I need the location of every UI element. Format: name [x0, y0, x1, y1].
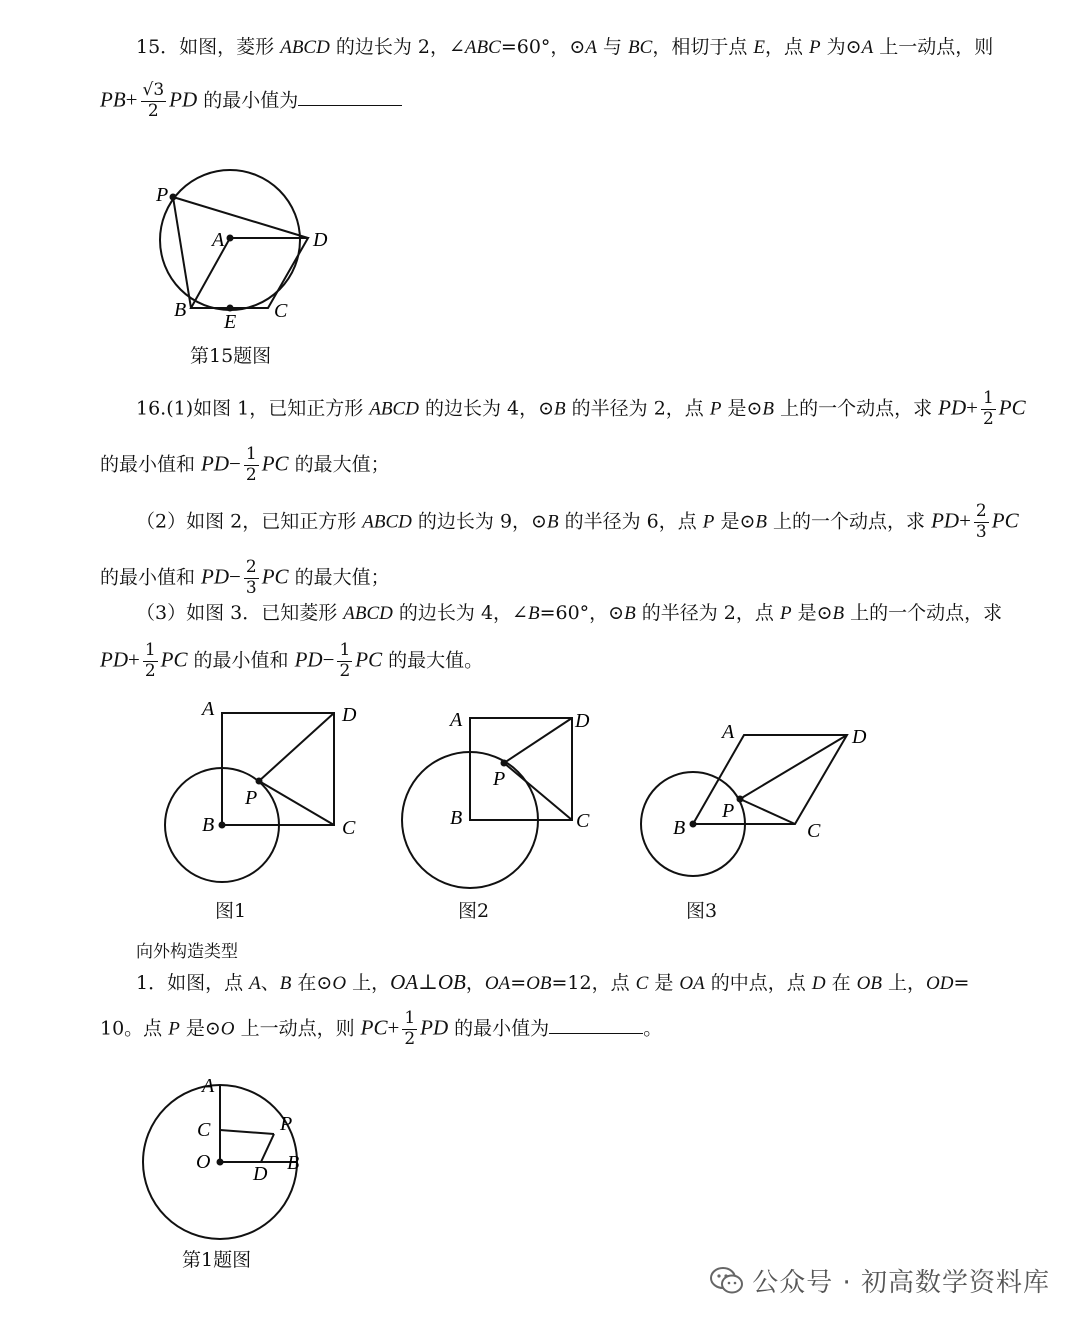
- svg-text:D: D: [575, 710, 590, 732]
- svg-text:B: B: [287, 1152, 300, 1174]
- p16-part3-line2: PD+ $\frac{1}{2}$ PC 的最小值和 PD− $\frac{1}{2}$ PC 的最大值。: [100, 640, 484, 681]
- watermark-text: 公众号 · 初高数学资料库: [752, 1268, 1050, 1298]
- p15-line1: 15．如图，菱形 ABCD 的边长为 2，∠ABC=60°，⊙A 与 BC，相切于点 E，点 P 为⊙A 上一动点，则: [136, 36, 994, 58]
- svg-text:C: C: [342, 817, 356, 839]
- q1-line1: 1．如图，点 A、B 在⊙O 上，OA⊥OB，OA=OB=12，点 C 是 OA 的中点，点 D 在 OB 上，OD=: [136, 970, 970, 994]
- watermark: [710, 1262, 1050, 1299]
- label-E: E: [224, 311, 237, 333]
- figure-16-1: [160, 698, 370, 893]
- figure-16-3-caption: 图3: [686, 900, 718, 922]
- figure-16-3: [630, 718, 890, 888]
- svg-text:D: D: [852, 726, 867, 748]
- q1-figure-caption: 第1题图: [182, 1249, 252, 1271]
- figure-16-2-caption: 图2: [458, 900, 490, 922]
- label-D: D: [313, 229, 328, 251]
- svg-text:B: B: [673, 817, 686, 839]
- label-C: C: [274, 300, 288, 322]
- p15-figure-caption: 第15题图: [190, 345, 272, 367]
- svg-text:P: P: [245, 787, 258, 809]
- label-B: B: [174, 299, 187, 321]
- svg-text:B: B: [450, 807, 463, 829]
- svg-text:D: D: [253, 1163, 268, 1185]
- svg-text:D: D: [342, 704, 357, 726]
- figure-16-2: [400, 705, 610, 895]
- section-title: 向外构造类型: [136, 942, 238, 962]
- p16-part3-line1: （3）如图 3．已知菱形 ABCD 的边长为 4，∠B=60°，⊙B 的半径为 2，点 P 是⊙B 上的一个动点，求: [136, 602, 1003, 624]
- p16-part2-line1: （2）如图 2，已知正方形 ABCD 的边长为 9，⊙B 的半径为 6，点 P 是⊙B 上的一个动点，求 PD+ $\frac{2}{3}$ PC: [136, 501, 1019, 542]
- svg-text:C: C: [807, 820, 821, 842]
- figure-16-1-caption: 图1: [215, 900, 247, 922]
- svg-text:A: A: [202, 1075, 215, 1097]
- answer-blank: [549, 1017, 643, 1034]
- figure-q1: [140, 1075, 320, 1245]
- figure-p15: [150, 160, 330, 335]
- svg-text:P: P: [722, 800, 735, 822]
- svg-text:P: P: [280, 1113, 293, 1135]
- svg-text:O: O: [196, 1151, 211, 1173]
- p16-part1-line1: 16.(1)如图 1，已知正方形 ABCD 的边长为 4，⊙B 的半径为 2，点 P 是⊙B 上的一个动点，求 PD+ $\frac{1}{2}$ PC: [136, 388, 1026, 429]
- svg-text:C: C: [576, 810, 590, 832]
- p16-part1-line2: 的最小值和 PD− $\frac{1}{2}$ PC 的最大值；: [100, 444, 390, 485]
- sqrt3-over-2-fraction: $\frac{√3}{2}$: [142, 80, 165, 121]
- answer-blank: [298, 89, 402, 106]
- q1-line2: 10。点 P 是⊙O 上一动点，则 PC+ $\frac{1}{2}$ PD 的最小值为 。: [100, 1008, 663, 1049]
- svg-text:B: B: [202, 814, 215, 836]
- svg-text:A: A: [722, 721, 735, 743]
- svg-text:C: C: [197, 1119, 211, 1141]
- label-P: P: [156, 184, 169, 206]
- svg-text:P: P: [493, 768, 506, 790]
- svg-text:A: A: [450, 709, 463, 731]
- p15-line2: PB+ $\frac{√3}{2}$ PD 的最小值为: [100, 82, 402, 121]
- svg-text:A: A: [202, 698, 215, 720]
- wechat-icon: [710, 1266, 744, 1296]
- p16-part2-line2: 的最小值和 PD− $\frac{2}{3}$ PC 的最大值；: [100, 557, 390, 598]
- label-A: A: [212, 229, 225, 251]
